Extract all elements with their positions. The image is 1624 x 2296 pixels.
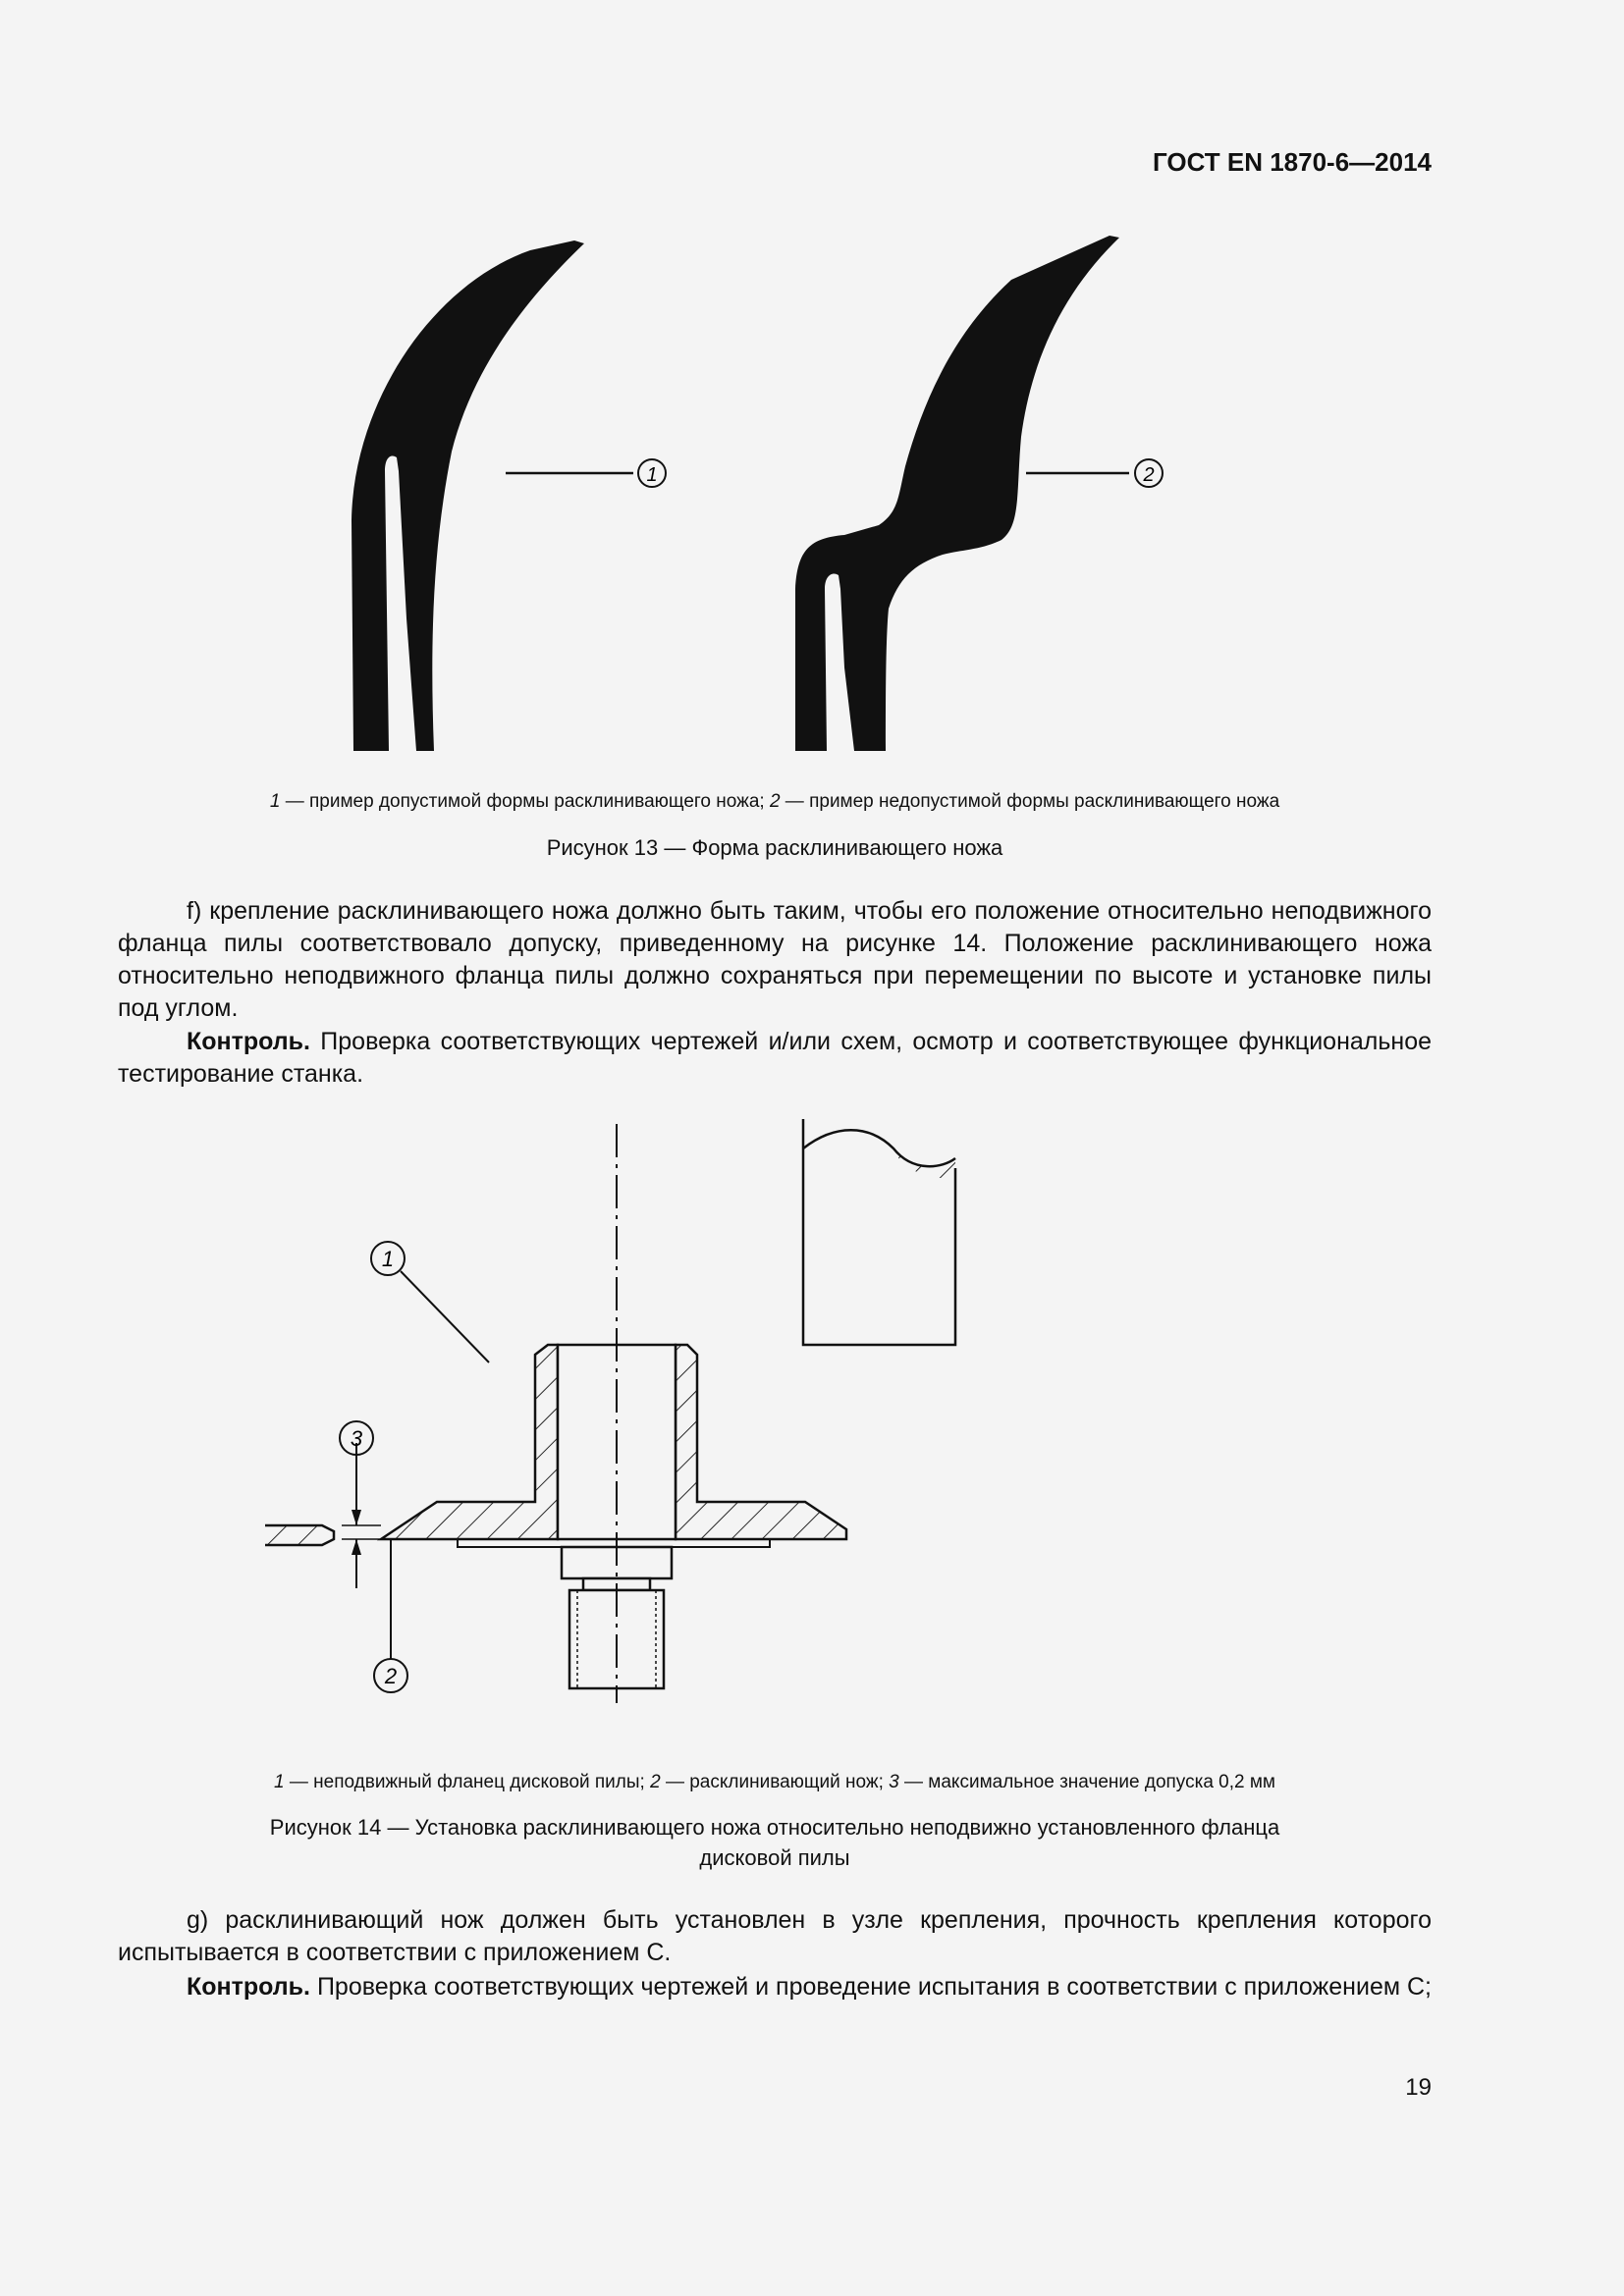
- paragraph-f: [118, 895, 1432, 1025]
- legend-13-text-2: — пример недопустимой формы расклинивающего ножа: [780, 791, 1280, 812]
- callout-1-label: 1: [646, 464, 658, 486]
- figure-13-drawing: [334, 226, 1218, 756]
- shaft: [803, 1119, 955, 1345]
- document-header: ГОСТ EN 1870-6—2014: [1153, 147, 1432, 177]
- figure-14-caption-line-2: дисковой пилы: [699, 1845, 850, 1870]
- tolerance-dimension: [342, 1443, 381, 1588]
- callout-2-label: 2: [1143, 464, 1155, 486]
- figure-14-caption-line-1: Рисунок 14 — Установка расклинивающего ножа относительно неподвижно установленного фланца: [269, 1815, 1280, 1840]
- legend-14-text-1: — неподвижный фланец дисковой пилы;: [284, 1772, 651, 1792]
- figure-13-caption: Рисунок 13 — Форма расклинивающего ножа: [546, 835, 1003, 860]
- figure-14-legend: [118, 1772, 1432, 1793]
- control-f-text: Проверка соответствующих чертежей и/или схем, осмотр и соответствующее функциональное тестирование станка.: [118, 1028, 1432, 1088]
- legend-13-num-2: 2: [769, 791, 781, 812]
- figure-14-caption: [118, 1812, 1432, 1873]
- paragraph-f-text: f) крепление расклинивающего ножа должно быть таким, чтобы его положение относительно неподвижного фланца пилы соответствовало допуску, приведенному на рисунке 14. Положение расклинивающего ножа относительно неподвижного фланца пилы должно сохраняться при перемещении по высоте и установке пилы под углом.: [118, 897, 1432, 1022]
- control-g: [118, 1971, 1432, 2003]
- page-number: 19: [1405, 2074, 1432, 2101]
- flange-section: [381, 1345, 846, 1547]
- legend-14-num-3: 3: [889, 1772, 899, 1792]
- callout-14-1-label: 1: [381, 1247, 395, 1271]
- unacceptable-knife-shape: [795, 236, 1119, 751]
- figure-14-drawing: [265, 1119, 1296, 1728]
- legend-14-text-2: — расклинивающий нож;: [660, 1772, 890, 1792]
- acceptable-knife-shape: [352, 240, 584, 751]
- paragraph-g: [118, 1904, 1432, 1969]
- riving-knife-section: [265, 1525, 334, 1545]
- paragraph-g-text: g) расклинивающий нож должен быть установлен в узле крепления, прочность крепления которого испытывается в соответствии с приложением С.: [118, 1906, 1432, 1966]
- legend-14-text-3: — максимальное значение допуска 0,2 мм: [898, 1772, 1275, 1792]
- legend-13-text-1: — пример допустимой формы расклинивающего ножа;: [280, 791, 770, 812]
- legend-13-num-1: 1: [269, 791, 281, 812]
- control-f: [118, 1026, 1432, 1091]
- legend-14-num-2: 2: [650, 1772, 661, 1792]
- callout-14-3-label: 3: [350, 1426, 363, 1451]
- control-g-label: Контроль.: [187, 1973, 310, 2001]
- figure-13-legend: [118, 791, 1432, 813]
- callout-14-2-label: 2: [384, 1664, 398, 1688]
- legend-14-num-1: 1: [274, 1772, 285, 1792]
- control-f-label: Контроль.: [187, 1028, 310, 1055]
- control-g-text: Проверка соответствующих чертежей и проведение испытания в соответствии с приложением С;: [310, 1973, 1432, 2001]
